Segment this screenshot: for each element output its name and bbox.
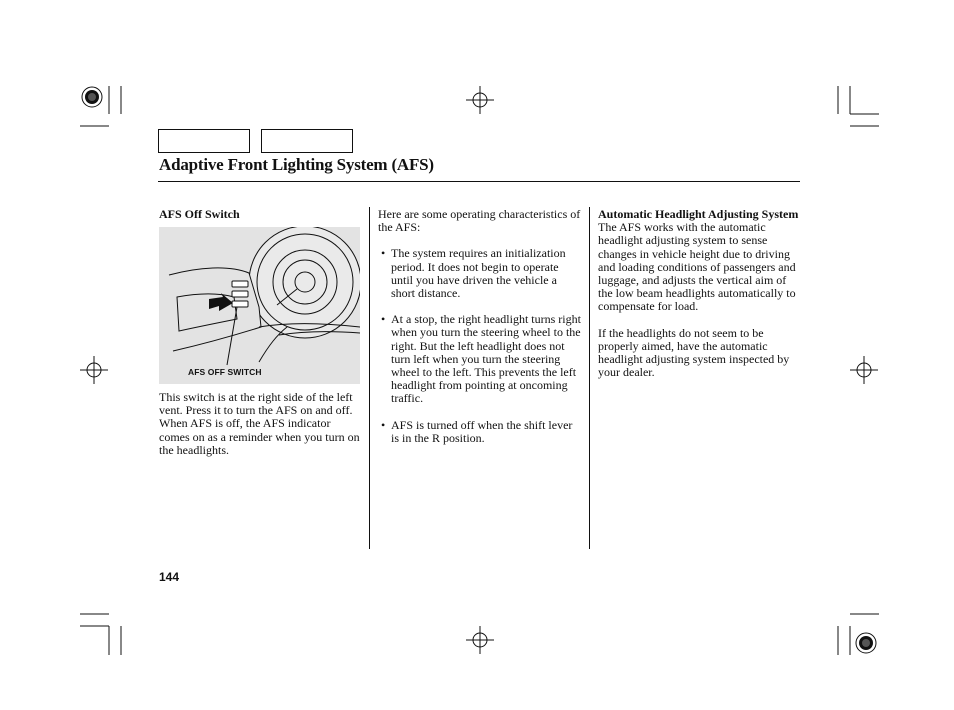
list-item: • AFS is turned off when the shift lever is in the R position. (378, 419, 582, 445)
column-divider-1 (369, 207, 370, 549)
afs-off-switch-heading: AFS Off Switch (159, 207, 240, 221)
column-divider-2 (589, 207, 590, 549)
dashboard-illustration (159, 227, 360, 384)
list-item: • The system requires an initialization period. It does not begin to operate until you have driven the vehicle a short distance. (378, 247, 582, 300)
list-item: • At a stop, the right headlight turns right when you turn the steering wheel to the right. But the left headlight does not turn left when you turn the steering wheel to the left. This prevents the left headlight from pointing at oncoming traffic. (378, 313, 582, 405)
title-rule (158, 181, 800, 182)
header-tab-box-2 (261, 129, 353, 153)
headlight-adjusting-heading: Automatic Headlight Adjusting System (598, 207, 799, 221)
header-tab-box-1 (158, 129, 250, 153)
column-3 (598, 208, 802, 379)
figure-label: AFS OFF SWITCH (188, 367, 262, 377)
headlight-adjusting-para-1: The AFS works with the automatic headlight adjusting system to sense changes in vehicle height due to driving and loading conditions of passengers and luggage, and adjusts the vertical aim of the low beam headlights automatically to compensate for load. (598, 220, 796, 314)
afs-switch-description: This switch is at the right side of the left vent. Press it to turn the AFS on and off. When AFS is off, the AFS indicator comes on as a reminder when you turn on the headlights. (159, 390, 360, 457)
afs-intro: Here are some operating characteristics of the AFS: (378, 207, 581, 235)
page-title: Adaptive Front Lighting System (AFS) (159, 155, 434, 174)
afs-switch-figure (159, 227, 360, 384)
column-2 (378, 208, 582, 458)
column-1 (159, 208, 361, 221)
page-number: 144 (159, 570, 180, 584)
headlight-adjusting-para-2: If the headlights do not seem to be properly aimed, have the automatic headlight adjusting system inspected by your dealer. (598, 325, 790, 380)
column-1-body (159, 391, 363, 457)
afs-characteristics-list (378, 247, 582, 445)
